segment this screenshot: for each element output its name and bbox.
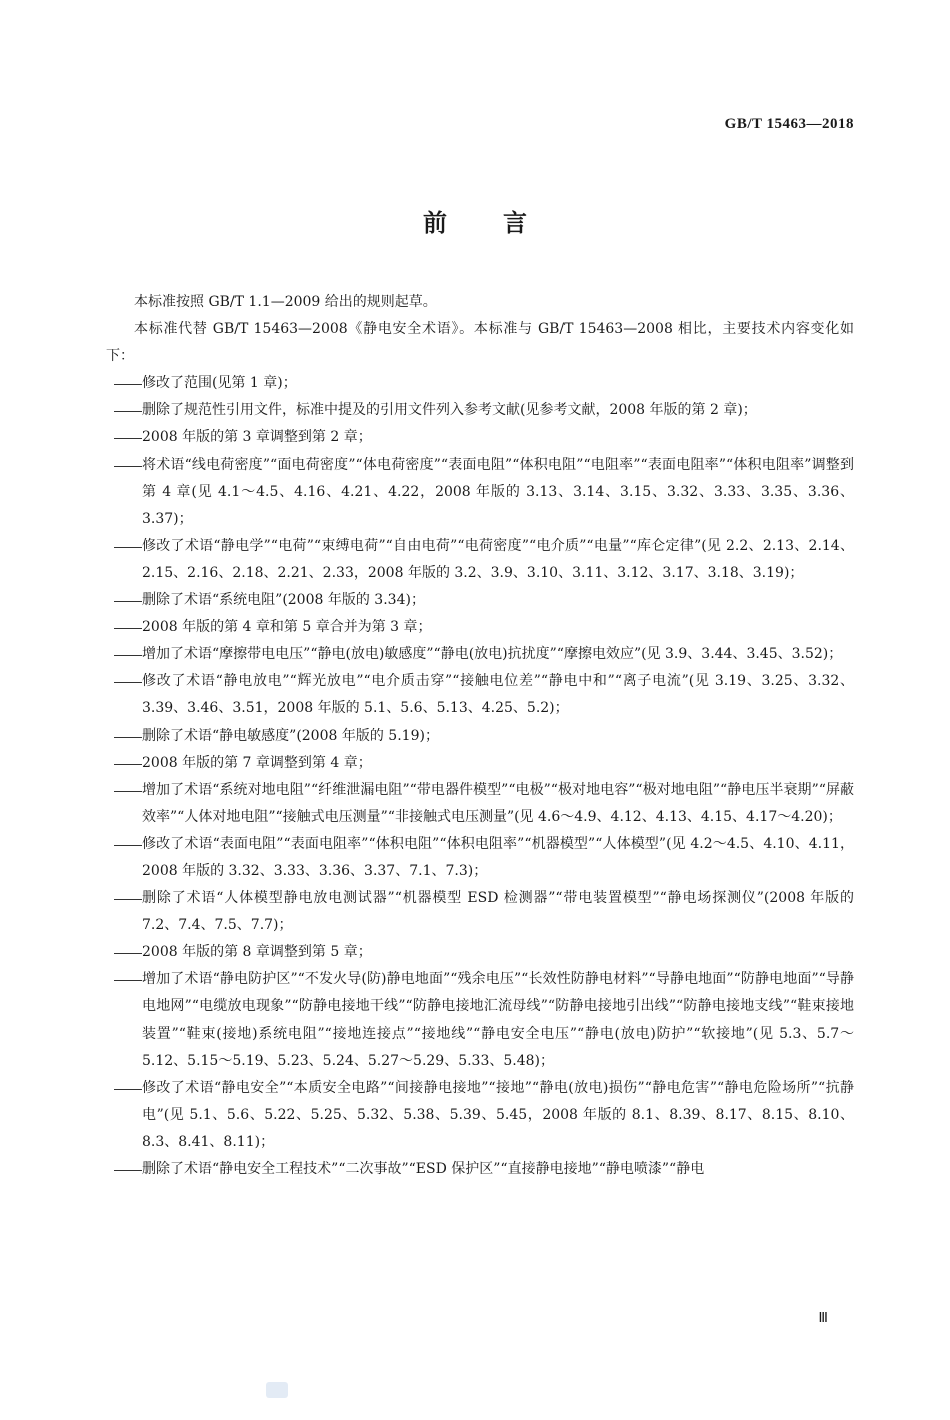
list-item: 2008 年版的第 3 章调整到第 2 章； [106, 424, 854, 451]
dash-marker [114, 737, 142, 738]
dash-marker [114, 411, 142, 412]
dash-marker [114, 682, 142, 683]
page-title: 前言 [423, 209, 583, 237]
dash-marker [114, 1170, 142, 1171]
dash-marker [114, 547, 142, 548]
list-item: 删除了规范性引用文件，标准中提及的引用文件列入参考文献(见参考文献，2008 年版的第 2 章)； [106, 397, 854, 424]
list-item: 2008 年版的第 7 章调整到第 4 章； [106, 750, 854, 777]
intro-paragraph-2: 本标准代替 GB/T 15463—2008《静电安全术语》。本标准与 GB/T 15463—2008 相比，主要技术内容变化如下： [106, 321, 854, 365]
change-list [106, 370, 854, 1183]
list-item: 修改了术语“静电学”“电荷”“束缚电荷”“自由电荷”“电荷密度”“电介质”“电量”“库仑定律”(见 2.2、2.13、2.14、2.15、2.16、2.18、2.21、2.33，2008 年版的 3.2、3.9、3.10、3.11、3.12、3.17、3.18、3.19)； [106, 533, 854, 587]
dash-marker [114, 655, 142, 656]
dash-marker [114, 438, 142, 439]
list-item: 增加了术语“摩擦带电电压”“静电(放电)敏感度”“静电(放电)抗扰度”“摩擦电效应”(见 3.9、3.44、3.45、3.52)； [106, 641, 854, 668]
list-item: 将术语“线电荷密度”“面电荷密度”“体电荷密度”“表面电阻”“体积电阻”“电阻率”“表面电阻率”“体积电阻率”调整到第 4 章(见 4.1～4.5、4.16、4.21、4.22，2008 年版的 3.13、3.14、3.15、3.32、3.33、3.35、3.36、3.37)； [106, 452, 854, 533]
standard-code: GB/T 15463—2018 [724, 116, 854, 132]
list-item: 2008 年版的第 4 章和第 5 章合并为第 3 章； [106, 614, 854, 641]
dash-marker [114, 628, 142, 629]
dash-marker [114, 899, 142, 900]
dash-marker [114, 384, 142, 385]
dash-marker [114, 953, 142, 954]
list-item: 删除了术语“静电安全工程技术”“二次事故”“ESD 保护区”“直接静电接地”“静电喷漆”“静电 [106, 1156, 854, 1183]
list-item: 增加了术语“系统对地电阻”“纤维泄漏电阻”“带电器件模型”“电极”“极对地电容”“极对地电阻”“静电压半衰期”“屏蔽效率”“人体对地电阻”“接触式电压测量”“非接触式电压测量”(见 4.6～4.9、4.12、4.13、4.15、4.17～4.20)； [106, 777, 854, 831]
dash-marker [114, 845, 142, 846]
list-item: 修改了术语“表面电阻”“表面电阻率”“体积电阻”“体积电阻率”“机器模型”“人体模型”(见 4.2～4.5、4.10、4.11，2008 年版的 3.32、3.33、3.36、3.37、7.1、7.3)； [106, 831, 854, 885]
list-item: 删除了术语“人体模型静电放电测试器”“机器模型 ESD 检测器”“带电装置模型”“静电场探测仪”(2008 年版的 7.2、7.4、7.5、7.7)； [106, 885, 854, 939]
intro-paragraph-1: 本标准按照 GB/T 1.1—2009 给出的规则起草。 [134, 294, 437, 310]
list-item: 修改了术语“静电放电”“辉光放电”“电介质击穿”“接触电位差”“静电中和”“离子电流”(见 3.19、3.25、3.32、3.39、3.46、3.51，2008 年版的 5.1、5.6、5.13、4.25、5.2)； [106, 668, 854, 722]
list-item: 删除了术语“系统电阻”(2008 年版的 3.34)； [106, 587, 854, 614]
list-item: 修改了术语“静电安全”“本质安全电路”“间接静电接地”“接地”“静电(放电)损伤”“静电危害”“静电危险场所”“抗静电”(见 5.1、5.6、5.22、5.25、5.32、5.38、5.39、5.45，2008 年版的 8.1、8.39、8.17、8.15、8.10、8.3、8.41、8.11)； [106, 1075, 854, 1156]
list-item: 2008 年版的第 8 章调整到第 5 章； [106, 939, 854, 966]
dash-marker [114, 764, 142, 765]
document-body [106, 289, 854, 1183]
list-item: 删除了术语“静电敏感度”(2008 年版的 5.19)； [106, 723, 854, 750]
list-item: 修改了范围(见第 1 章)； [106, 370, 854, 397]
dash-marker [114, 601, 142, 602]
dash-marker [114, 466, 142, 467]
page-number: Ⅲ [818, 1311, 828, 1326]
dash-marker [114, 791, 142, 792]
dash-marker [114, 1089, 142, 1090]
dash-marker [114, 980, 142, 981]
list-item: 增加了术语“静电防护区”“不发火导(防)静电地面”“残余电压”“长效性防静电材料”“导静电地面”“防静电地面”“导静电地网”“电缆放电现象”“防静电接地干线”“防静电接地汇流母线”“防静电接地引出线”“防静电接地支线”“鞋束接地装置”“鞋束(接地)系统电阻”“接地连接点”“接地线”“静电安全电压”“静电(放电)防护”“软接地”(见 5.3、5.7～5.12、5.15～5.19、5.23、5.24、5.27～5.29、5.33、5.48)； [106, 966, 854, 1074]
watermark-logo [266, 1382, 288, 1398]
